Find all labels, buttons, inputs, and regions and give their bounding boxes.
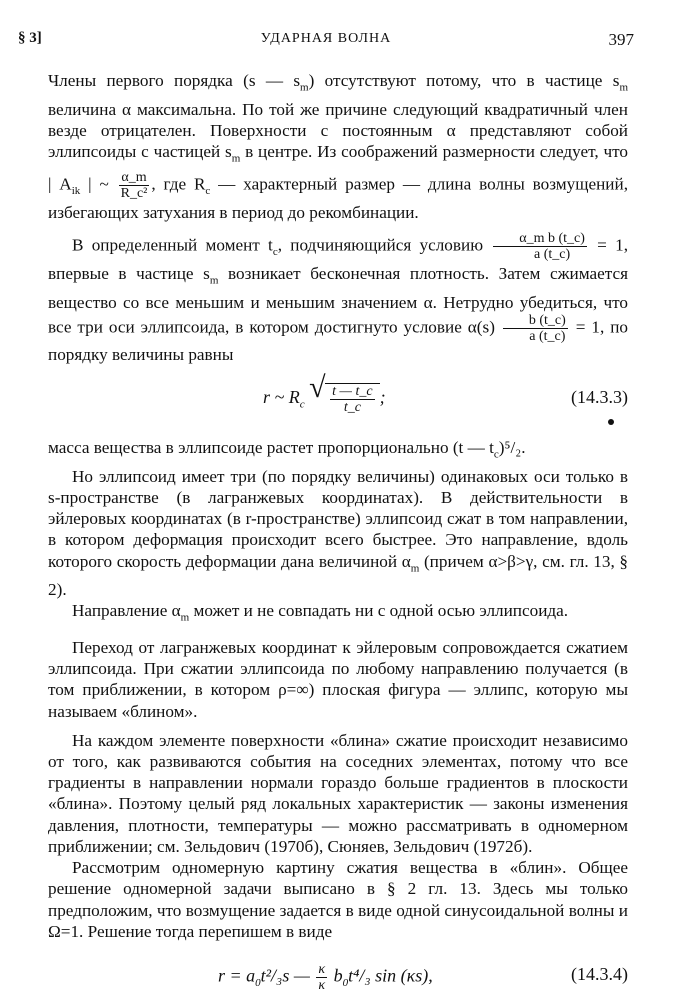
inline-fraction: $\frac{b (t\_c)}{a (t\_c)}$ <box>503 313 568 344</box>
paragraph-8: Рассмотрим одномерную картину сжатия вещества в «блин». Общее решение одномерной задачи выписано в § 2 гл. 13. Здесь мы только предположим, что возмущение задается в виде одной синусоидальной волны и Ω=1. Решение тогда перепишем в виде <box>48 858 628 941</box>
equation-number: (14.3.4) <box>571 963 628 984</box>
sqrt-symbol: √ $\frac{t — t\_c}{t\_c}$ <box>309 383 379 415</box>
section-marker: § 3] <box>18 30 42 46</box>
page-number: 397 <box>608 30 634 49</box>
equation-number: (14.3.3) <box>571 387 628 408</box>
paragraph-7: На каждом элементе поверхности «блина» сжатие происходит независимо от того, как развиваются события на соседних элементах, потому что все градиенты в направлении нормали гораздо больше градиентов в плоскости «блина». Поэтому целый ряд локальных характеристик — законы изменения давления, плотности, температуры — можно рассматривать в одномерном приближении; см. Зельдович (1970б), Сюняев, Зельдович (1972б). <box>48 730 628 856</box>
paragraph-1: Члены первого порядка (s — $s_m$) отсутствуют потому, что в частице $s_m$ величина α максимальна. По той же причине следующий квадратичный член везде отрицателен. Поверхности с постоянным α представляют собой эллипсоиды с частицей $s_m$ в центре. Из соображений размерности следует, что | $A_{ik}$ | ~ $\frac{\alpha\_m}{\text{R\_c²}}$ , где $R_c$ — характерный размер — длина волны возмущений, избегающих затухания в период до рекомбинации. <box>48 71 628 222</box>
equation-expression: r ~ $R_c$ √ $\frac{t — t\_c}{t\_c}$ ; <box>263 371 386 416</box>
equation-14-3-4 <box>48 956 628 996</box>
inline-fraction: $\frac{\alpha\_m}{\text{R\_c²}}$ <box>120 169 148 201</box>
paragraph-2: В определенный момент $t_c$, подчиняющийся условию $\frac{\text{α\_m b (t\_c)}}{a (t\_c)}$ = 1, впервые в частице $s_m$ возникает бесконечная плотность. Затем сжимается вещество со все меньшим и меньшим значением α. Нетрудно убедиться, что все три оси эллипсоида, в котором достигнуто условие α(s) $\frac{b (t\_c)}{a (t\_c)}$ = 1, по порядку величины равны <box>48 230 628 364</box>
paragraph-6: Переход от лагранжевых координат к эйлеровым сопровождается сжатием эллипсоида. При сжатии эллипсоида по любому направлению получается (в том приближении, в котором ρ=∞) плоская фигура — эллипс, которую мы называем «блином». <box>48 638 628 721</box>
equation-14-3-3 <box>48 373 628 431</box>
paragraph-5: Направление $\alpha_m$ может и не совпадать ни с одной осью эллипсоида. <box>72 601 569 624</box>
paragraph-4: Но эллипсоид имеет три (по порядку величины) одинаковых оси только в s-пространстве (в лагранжевых координатах). В действительности в эйлеровых координатах (в r-пространстве) эллипсоид сжат в том направлении, в котором деформация происходит всего быстрее. Это направление, вдоль которого скорость деформации дана величиной $\alpha_m$ (причем α>β>γ, см. гл. 13, § 2). <box>48 466 628 600</box>
body-text <box>48 70 628 996</box>
running-header <box>18 30 634 52</box>
chapter-title: УДАРНАЯ ВОЛНА <box>260 31 392 46</box>
equation-expression: $r = a_0t^2/_3s$ — $\frac{\kappa}{\kappa}$ $b_0t^4/_3$ sin (κs), <box>218 961 433 993</box>
ink-dot <box>608 419 614 425</box>
inline-fraction: $\frac{\text{α\_m b (t\_c)}}{a (t\_c)}$ <box>493 231 587 262</box>
paragraph-3: масса вещества в эллипсоиде растет пропорционально (t — $t_c)^5/_2$. <box>48 438 526 461</box>
